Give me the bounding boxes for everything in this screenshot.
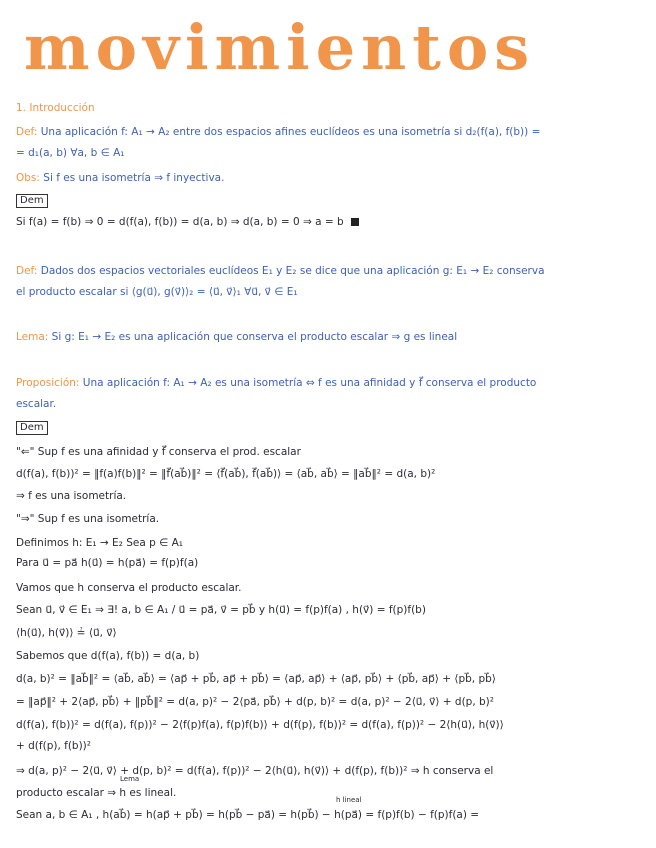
- qed-square-icon: [351, 218, 359, 226]
- prop-label: Proposición:: [16, 377, 80, 389]
- prop-text: Una aplicación f: A₁ → A₂ es una isometría ⇔ f es una afinidad y f⃗ conserva el producto: [82, 377, 537, 389]
- def-label: Def:: [16, 265, 38, 277]
- obs-label: Obs:: [16, 172, 40, 184]
- proof-text: Si f(a) = f(b) ⇒ 0 = d(f(a), f(b)) = d(a, b) ⇒ d(a, b) = 0 ⇒ a = b: [16, 216, 344, 228]
- section-heading: 1. Introducción: [16, 102, 95, 114]
- proof-step-15: ⇒ d(a, p)² − 2⟨u⃗, v⃗⟩ + d(p, b)² = d(f(a), f(p))² − 2⟨h(u⃗), h(v⃗)⟩ + d(f(p), f(b))² ⇒ h conserva el: [16, 765, 494, 777]
- definition-isometry-line1: [16, 125, 642, 139]
- lemma-text: Si g: E₁ → E₂ es una aplicación que conserva el producto escalar ⇒ g es lineal: [51, 331, 458, 343]
- lemma: [16, 330, 642, 344]
- proof-step-6: Para u⃗ = pa⃗ h(u⃗) = h(pa⃗) = f(p)f(a): [16, 557, 199, 569]
- proof-step-4: "⇒" Sup f es una isometría.: [16, 513, 160, 525]
- definition-scalar-line2: el producto escalar si ⟨g(u⃗), g(v⃗)⟩₂ = ⟨u⃗, v⃗⟩₁ ∀u⃗, v⃗ ∈ E₁: [16, 286, 298, 298]
- def-text: Dados dos espacios vectoriales euclídeos E₁ y E₂ se dice que una aplicación g: E₁ → E₂ conserva: [40, 265, 545, 277]
- proof-step-8: Sean u⃗, v⃗ ∈ E₁ ⇒ ∃! a, b ∈ A₁ / u⃗ = pa⃗, v⃗ = pb⃗ y h(u⃗) = f(p)f(a) , h(v⃗) = f(p)f(b): [16, 604, 426, 616]
- proof-step-9: ⟨h(u⃗), h(v⃗)⟩ ≟ ⟨u⃗, v⃗⟩: [16, 627, 117, 639]
- page-title: movimientos: [24, 10, 536, 84]
- proof-step-16: producto escalar ⇒ h es lineal.: [16, 787, 177, 799]
- proof-step-10: Sabemos que d(f(a), f(b)) = d(a, b): [16, 650, 200, 662]
- obs-text: Si f es una isometría ⇒ f inyectiva.: [43, 172, 225, 184]
- proof-step-17: Sean a, b ∈ A₁ , h(ab⃗) = h(ap⃗ + pb⃗) = h(pb⃗ − pa⃗) = h(pb⃗) − h(pa⃗) = f(p)f(b) − f(p)f(a) =: [16, 809, 480, 821]
- def-text: Una aplicación f: A₁ → A₂ entre dos espacios afines euclídeos es una isometría si d₂(f(a), f(b)) =: [40, 126, 541, 138]
- def-label: Def:: [16, 126, 38, 138]
- proof-step-11: d(a, b)² = ‖ab⃗‖² = ⟨ab⃗, ab⃗⟩ = ⟨ap⃗ + pb⃗, ap⃗ + pb⃗⟩ = ⟨ap⃗, ap⃗⟩ + ⟨ap⃗, pb⃗⟩ + ⟨pb⃗, ap⃗⟩ + ⟨pb⃗, pb⃗⟩: [16, 673, 496, 685]
- definition-scalar-line1: [16, 264, 642, 278]
- proof-box: Dem: [16, 194, 48, 208]
- proof-label-2: [16, 420, 642, 435]
- proposition-line1: [16, 376, 642, 390]
- proof-step-2: d(f(a), f(b))² = ‖f(a)f(b)‖² = ‖f⃗(ab⃗)‖² = ⟨f⃗(ab⃗), f⃗(ab⃗)⟩ = ⟨ab⃗, ab⃗⟩ = ‖ab⃗‖² = d(a, b)²: [16, 468, 436, 480]
- lemma-annotation: Lema: [120, 775, 140, 783]
- proof-label-1: [16, 193, 642, 208]
- lemma-label: Lema:: [16, 331, 49, 343]
- proof-step-14: + d(f(p), f(b))²: [16, 740, 91, 752]
- proof-step-13: d(f(a), f(b))² = d(f(a), f(p))² − 2⟨f(p)f(a), f(p)f(b)⟩ + d(f(p), f(b))² = d(f(a), f(p))² − 2⟨h(u⃗), h(v⃗)⟩: [16, 719, 504, 731]
- proposition-line2: escalar.: [16, 398, 57, 410]
- proof-step-12: = ‖ap⃗‖² + 2⟨ap⃗, pb⃗⟩ + ‖pb⃗‖² = d(a, p)² − 2⟨pa⃗, pb⃗⟩ + d(p, b)² = d(a, p)² − 2⟨u⃗, v⃗⟩ + d(p, b)²: [16, 696, 494, 708]
- proof-step-5: Definimos h: E₁ → E₂ Sea p ∈ A₁: [16, 537, 183, 549]
- proof-line: [16, 215, 642, 229]
- proof-step-3: ⇒ f es una isometría.: [16, 490, 127, 502]
- observation: [16, 171, 642, 185]
- linear-annotation: h lineal: [336, 796, 362, 804]
- proof-step-7: Vamos que h conserva el producto escalar.: [16, 582, 242, 594]
- proof-step-1: "⇐" Sup f es una afinidad y f⃗ conserva el prod. escalar: [16, 446, 301, 458]
- definition-isometry-line2: = d₁(a, b) ∀a, b ∈ A₁: [16, 147, 125, 159]
- proof-box: Dem: [16, 421, 48, 435]
